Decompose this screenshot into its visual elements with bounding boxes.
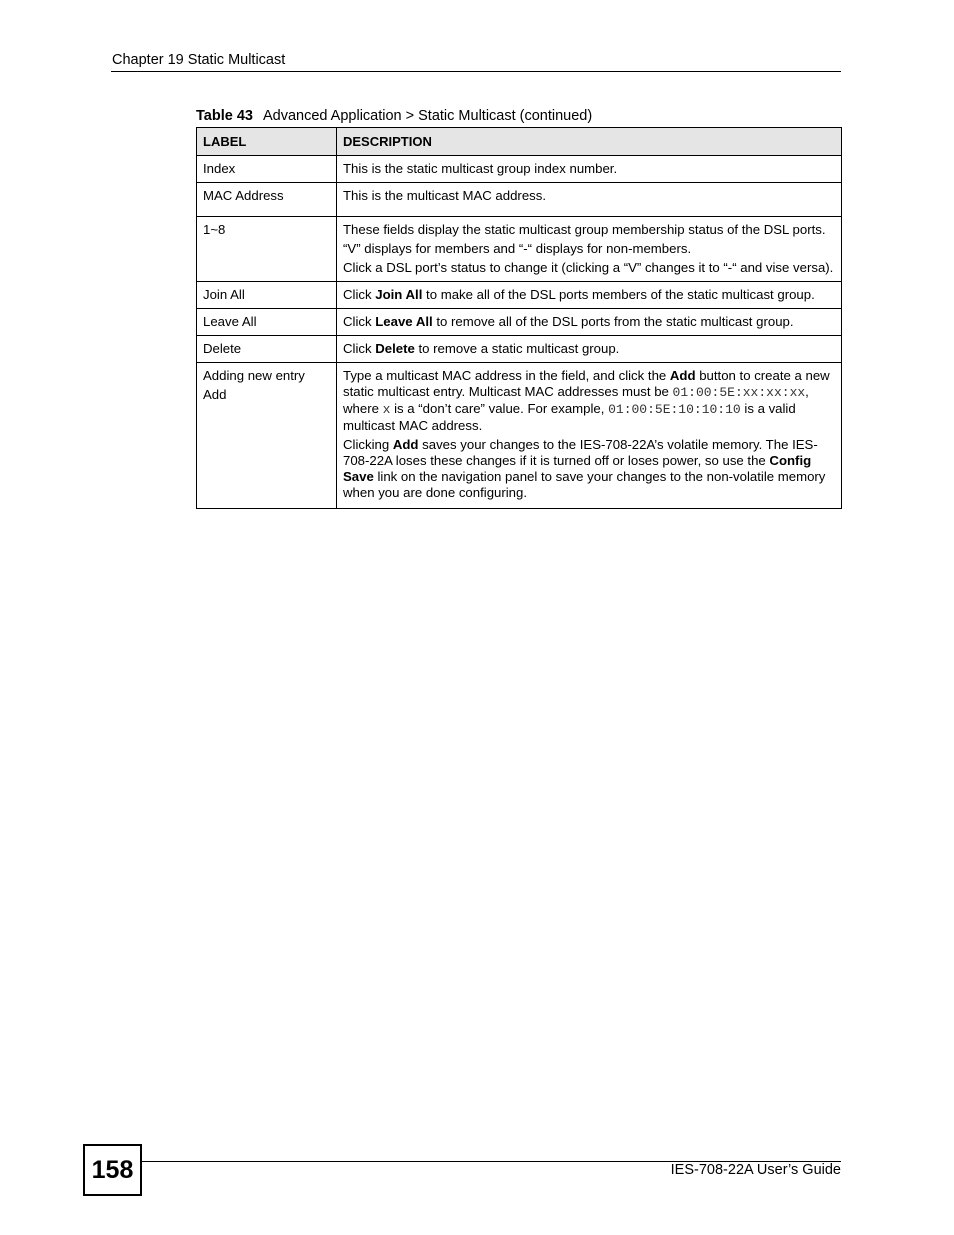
row-label: Join All: [197, 282, 337, 309]
text-run: Click: [343, 287, 376, 302]
description-text: This is the multicast MAC address.: [343, 188, 547, 203]
text-run: Click: [343, 341, 376, 356]
column-header-description: DESCRIPTION: [337, 128, 842, 156]
ui-term: Config Save: [343, 453, 812, 484]
text-run: Click: [343, 314, 376, 329]
row-label: Index: [197, 156, 337, 183]
row-label: [197, 363, 337, 509]
text-run: to remove a static multicast group.: [414, 341, 620, 356]
table-row: [197, 217, 842, 282]
row-label-line: Add: [203, 387, 227, 402]
row-description: [337, 363, 842, 509]
row-description: [337, 336, 842, 363]
row-label: Delete: [197, 336, 337, 363]
ui-term: Join All: [375, 287, 423, 302]
text-run: Type a multicast MAC address in the field, and click the: [343, 368, 670, 383]
static-multicast-table: [196, 127, 842, 509]
table-caption-title: Advanced Application > Static Multicast (continued): [262, 108, 593, 124]
description-text: This is the static multicast group index number.: [343, 161, 618, 176]
page-number: 158: [83, 1144, 142, 1196]
row-label: 1~8: [197, 217, 337, 282]
table-row: [197, 309, 842, 336]
table-caption: [196, 108, 592, 124]
header-divider: [111, 71, 841, 72]
row-description: [337, 217, 842, 282]
table-row: [197, 363, 842, 509]
table-header-row: [197, 128, 842, 156]
description-text: Click a DSL port’s status to change it (clicking a “V” changes it to “-“ and vise versa).: [343, 260, 834, 275]
text-run: to make all of the DSL ports members of the static multicast group.: [422, 287, 815, 302]
table-caption-label: Table 43: [196, 108, 253, 124]
row-description: [337, 156, 842, 183]
ui-term: Delete: [375, 341, 415, 356]
chapter-header: Chapter 19 Static Multicast: [112, 52, 286, 68]
ui-term: Add: [392, 437, 419, 452]
column-header-label: LABEL: [197, 128, 337, 156]
row-label-line: Adding new entry: [203, 368, 305, 383]
row-label: MAC Address: [197, 183, 337, 217]
description-text: [343, 437, 835, 501]
text-run: is a “don’t care” value. For example,: [390, 401, 609, 416]
table-row: [197, 156, 842, 183]
code-sample: 01:00:5E:xx:xx:xx: [672, 385, 806, 400]
text-run: button to create a new static multicast entry. Multicast MAC addresses must be: [343, 368, 830, 399]
row-label: Leave All: [197, 309, 337, 336]
description-text: [343, 341, 835, 357]
table-row: [197, 183, 842, 217]
text-run: , where: [343, 384, 809, 416]
code-sample: 01:00:5E:10:10:10: [608, 402, 741, 417]
text-run: Clicking: [343, 437, 393, 452]
table-row: [197, 282, 842, 309]
ui-term: Leave All: [375, 314, 433, 329]
description-text: [343, 287, 835, 303]
guide-title: IES-708-22A User’s Guide: [670, 1162, 841, 1178]
table-row: [197, 336, 842, 363]
text-run: is a valid multicast MAC address.: [343, 401, 796, 433]
ui-term: Add: [669, 368, 696, 383]
description-text: [343, 314, 835, 330]
row-description: [337, 309, 842, 336]
code-sample: x: [382, 402, 391, 417]
text-run: to remove all of the DSL ports from the static multicast group.: [432, 314, 794, 329]
description-text: These fields display the static multicast group membership status of the DSL ports.: [343, 222, 826, 237]
description-text: “V” displays for members and “-“ displays for non-members.: [343, 241, 692, 256]
text-run: saves your changes to the IES-708-22A’s volatile memory. The IES-708-22A loses these changes if it is turned off or loses power, so use the: [343, 437, 818, 468]
row-description: [337, 282, 842, 309]
text-run: link on the navigation panel to save your changes to the non-volatile memory when you are done configuring.: [343, 469, 826, 500]
description-text: [343, 368, 835, 434]
row-description: [337, 183, 842, 217]
